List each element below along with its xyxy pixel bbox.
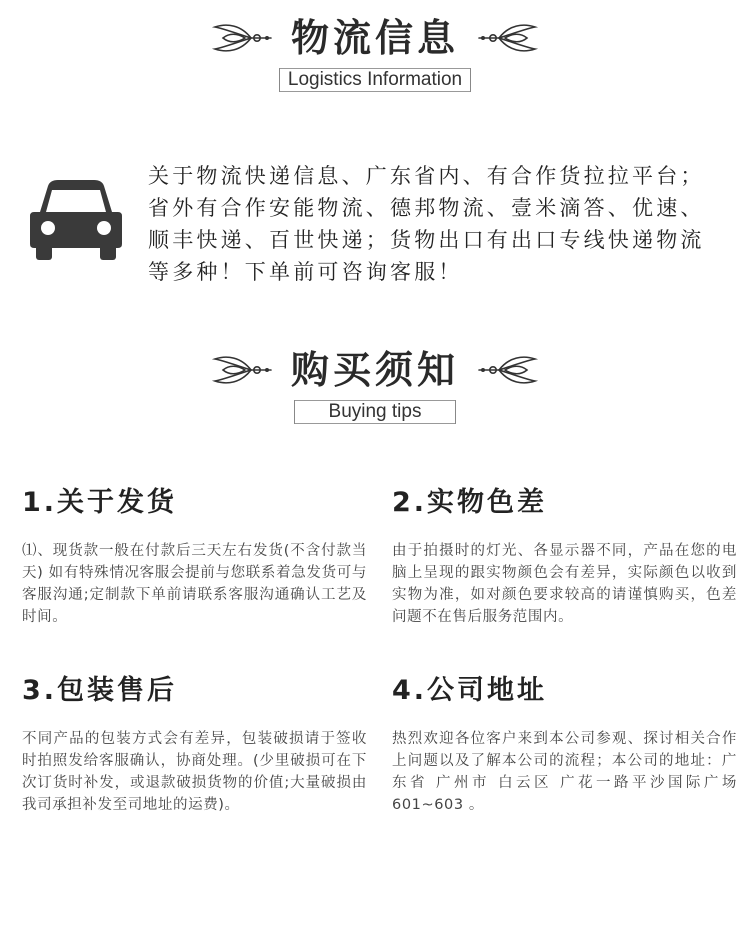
logistics-subtitle: Logistics Information <box>279 68 471 92</box>
buying-title: 购买须知 <box>290 348 459 392</box>
tip-title: 4.公司地址 <box>392 675 548 706</box>
tip-company-address <box>392 674 737 816</box>
tip-body: 热烈欢迎各位客户来到本公司参观、探讨相关合作上问题以及了解本公司的流程；本公司的地址：广东省 广州市 白云区 广花一路平沙国际广场601~603 。 <box>392 731 737 813</box>
buying-subtitle: Buying tips <box>294 400 457 424</box>
flourish-left-icon <box>211 353 273 387</box>
flourish-right-icon <box>477 353 539 387</box>
tip-packaging <box>22 674 367 816</box>
tip-body: ⑴、现货款一般在付款后三天左右发货(不含付款当天) 如有特殊情况客服会提前与您联系着急发货可与客服沟通;定制款下单前请联系客服沟通确认工艺及时间。 <box>22 543 367 625</box>
tip-title: 2.实物色差 <box>392 487 548 518</box>
tip-title: 1.关于发货 <box>22 487 178 518</box>
tip-body: 不同产品的包装方式会有差异，包装破损请于签收时拍照发给客服确认，协商处理。(少里破损可在下次订货时补发，或退款破损货物的价值;大量破损由我司承担补发至司地址的运费)。 <box>22 731 367 813</box>
logistics-title: 物流信息 <box>290 16 459 60</box>
buying-heading <box>0 346 750 424</box>
logistics-description: 关于物流快递信息、广东省内、有合作货拉拉平台；省外有合作安能物流、德邦物流、壹米滴答、优速、顺丰快递、百世快递；货物出口有出口专线快递物流等多种！下单前可咨询客服！ <box>148 164 705 284</box>
flourish-left-icon <box>211 21 273 55</box>
tip-body: 由于拍摄时的灯光、各显示器不同，产品在您的电脑上呈现的跟实物颜色会有差异，实际颜色以收到实物为准，如对颜色要求较高的请谨慎购买，色差问题不在售后服务范围内。 <box>392 543 737 625</box>
tip-shipping <box>22 486 367 628</box>
logistics-heading <box>0 14 750 92</box>
tip-color-difference <box>392 486 737 628</box>
flourish-right-icon <box>477 21 539 55</box>
tip-title: 3.包装售后 <box>22 675 178 706</box>
car-icon <box>28 178 124 262</box>
